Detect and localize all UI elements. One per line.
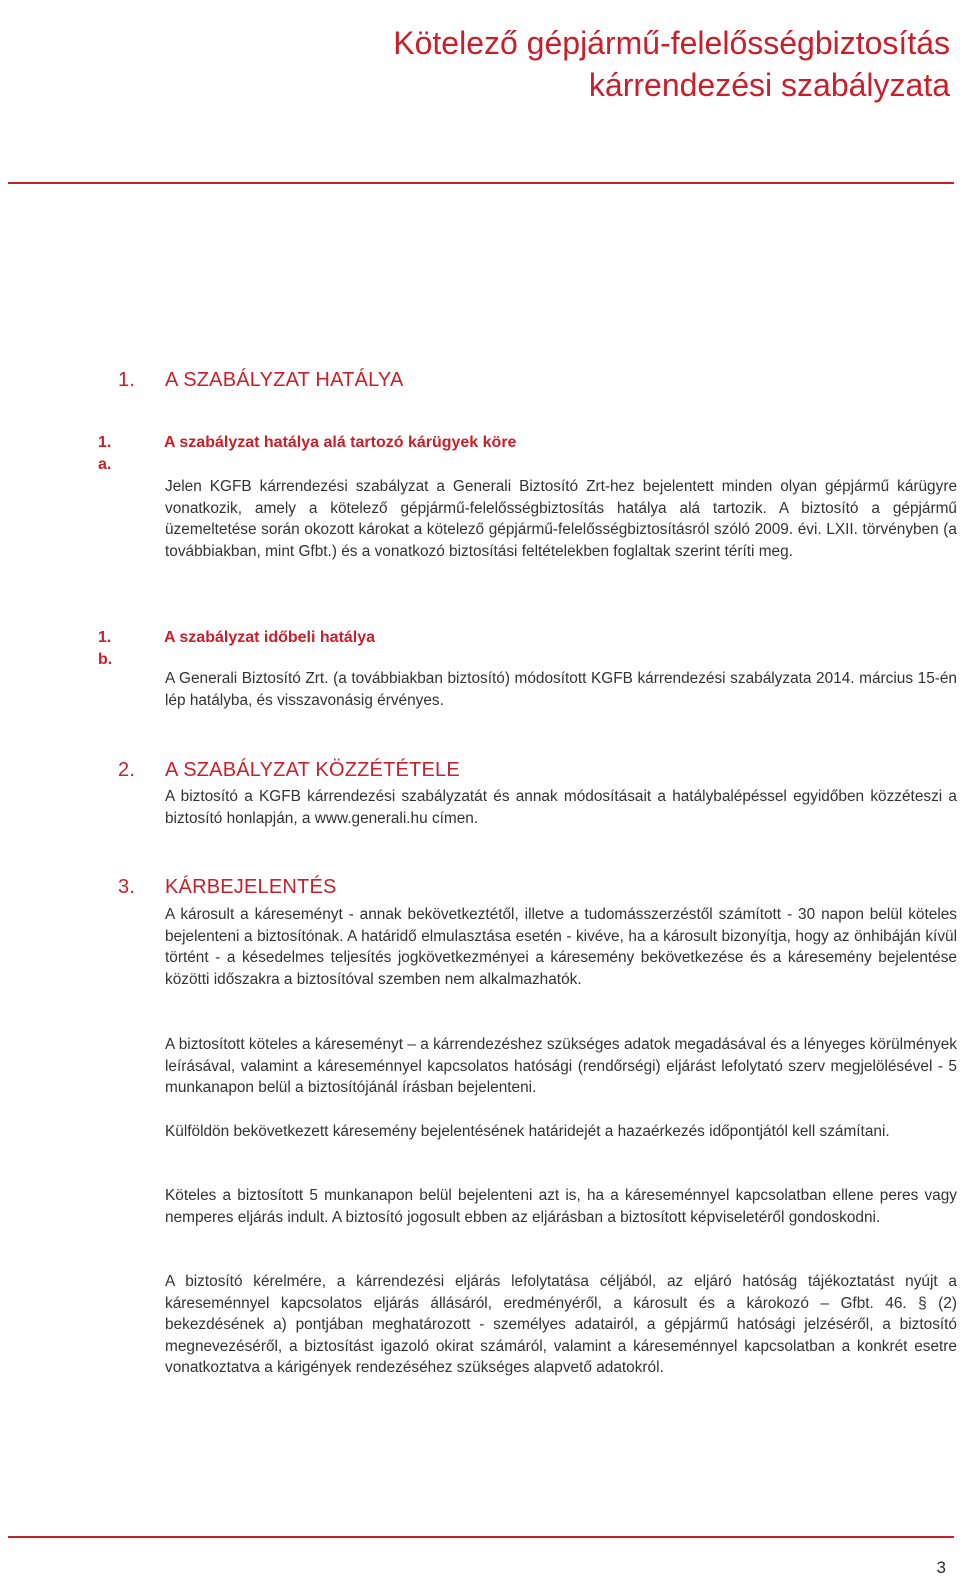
header-divider: [8, 182, 954, 184]
section-2-title: A SZABÁLYZAT KÖZZÉTÉTELE: [165, 759, 460, 781]
section-3-paragraph-1: A károsult a káreseményt - annak bekövetkeztétől, illetve a tudomásszerzéstől számított - 30 napon belül köteles bejelenteni a biztosítónak. A határidő elmulasztása esetén - kivéve, ha a károsult bizonyítja, hogy az önhibáján kívül történt - a késedelmes teljesítés jogkövetkezményei a káresemény bekövetkezése és a káresemény bejelentése közötti időszakra a biztosítóval szemben nem alkalmazhatók.: [165, 906, 957, 988]
title-line-2: kárrendezési szabályzata: [588, 67, 950, 103]
subsection-1a-title: A szabályzat hatálya alá tartozó kárügyek köre: [164, 434, 517, 451]
document-title: [130, 22, 950, 106]
section-3-paragraph-5: A biztosító kérelmére, a kárrendezési eljárás lefolytatása céljából, az eljáró hatóság tájékoztatást nyújt a káreseménnyel kapcsolatos eljárás állásáról, eredményéről, a károsult és a károkozó – Gfbt. 46. § (2) bekezdésének a) pontjában meghatározott - személyes adatairól, a gépjármű hatósági jelzéséről, a biztosító megnevezéséről, a biztosítást igazoló okirat számáról, valamint a káreseménnyel kapcsolatban a konkrét esetre vonatkoztatva a kárigények rendezéséhez szükséges alapvető adatokról.: [165, 1273, 957, 1377]
subsection-1b-title: A szabályzat időbeli hatálya: [164, 629, 376, 646]
section-3-paragraph-2: A biztosított köteles a káreseményt – a kárrendezéshez szükséges adatok megadásával és a lényeges körülmények leírásával, valamint a káreseménnyel kapcsolatos hatósági (rendőrségi) eljárást lefolytató szerv megjelölésével - 5 munkanapon belül a biztosítójánál írásban bejelenteni.: [165, 1036, 957, 1097]
subsection-1a-text: Jelen KGFB kárrendezési szabályzat a Generali Biztosító Zrt-hez bejelentett minden olyan gépjármű kárügyre vonatkozik, amely a kötelező gépjármű-felelősségbiztosítás hatálya alá tartozik. A biztosító a gépjármű üzemeltetése során okozott károkat a kötelező gépjármű-felelősségbiztosításról szóló 2009. évi. LXII. törvényben (a továbbiakban, mint Gfbt.) és a vonatkozó biztosítási feltételekben foglaltak szerint téríti meg.: [165, 478, 957, 560]
section-3-title: KÁRBEJELENTÉS: [165, 876, 337, 898]
title-line-1: Kötelező gépjármű-felelősségbiztosítás: [393, 25, 950, 61]
page-number: 3: [936, 1558, 946, 1577]
section-3-paragraph-3: Külföldön bekövetkezett káresemény bejelentésének határidejét a hazaérkezés időpontjától kell számítani.: [165, 1123, 890, 1140]
subsection-1b-text: A Generali Biztosító Zrt. (a továbbiakban biztosító) módosított KGFB kárrendezési szabályzata 2014. március 15-én lép hatályba, és visszavonásig érvényes.: [165, 670, 957, 709]
section-3-number: 3.: [118, 876, 136, 898]
section-3-paragraph-4: Köteles a biztosított 5 munkanapon belül bejelenteni azt is, ha a káreseménnyel kapcsolatban ellene peres vagy nemperes eljárás indult. A biztosító jogosult ebben az eljárásban a biztosított képviseletéről gondoskodni.: [165, 1187, 957, 1226]
section-2-text: A biztosító a KGFB kárrendezési szabályzatát és annak módosításait a hatálybalépéssel egyidőben közzéteszi a biztosító honlapján, a www.generali.hu címen.: [165, 788, 957, 827]
section-1-number: 1.: [118, 369, 136, 391]
section-2-number: 2.: [118, 759, 136, 781]
subsection-1a-number: 1. a.: [98, 434, 112, 473]
footer-divider: [8, 1536, 954, 1538]
section-1-title: A SZABÁLYZAT HATÁLYA: [165, 369, 404, 391]
subsection-1b-number: 1. b.: [98, 629, 113, 668]
